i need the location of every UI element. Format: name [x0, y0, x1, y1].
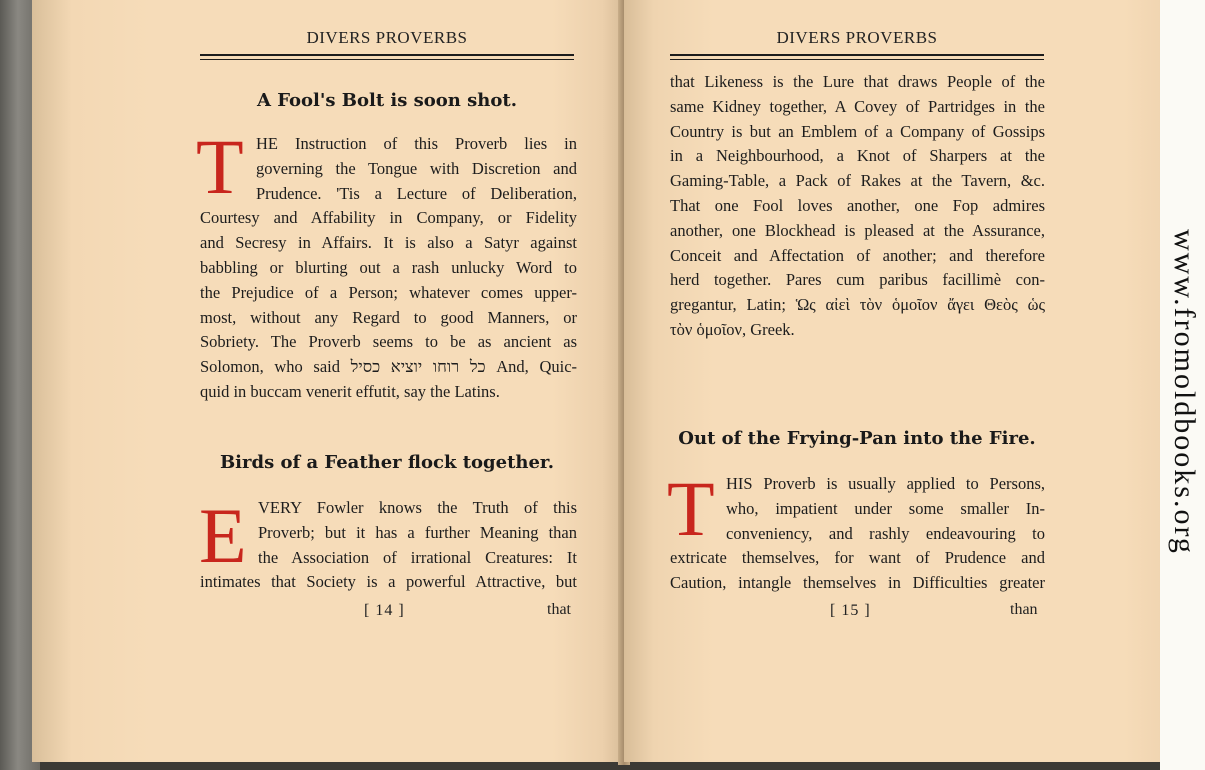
text-line: τὸν ὁμοῖον, Greek.: [670, 319, 795, 339]
right-running-header: DIVERS PROVERBS: [776, 28, 938, 47]
text-line: the Prejudice of a Person; whatever comes upper-: [200, 282, 577, 302]
section3-body: [670, 472, 1045, 596]
text-line: Solomon, who said כל רוחו יוציא כסיל And, Quic-: [200, 357, 578, 377]
section-title-fools-bolt: A Fool's Bolt is soon shot.: [257, 90, 517, 111]
text-line: herd together. Pares cum paribus facillimè con-: [670, 270, 1045, 290]
watermark-text: www.fromoldbooks.org: [1168, 229, 1201, 555]
left-header-rule-thin: [200, 59, 574, 60]
text-line: VERY Fowler knows the Truth of this: [258, 498, 577, 517]
page-number-right: [ 15 ]: [830, 602, 871, 619]
text-line: gregantur, Latin; Ὡς αἰεὶ τὸν ὁμοῖον ἄγει Θεὸς ὡς: [670, 295, 1045, 315]
text-line: governing the Tongue with Discretion and: [256, 158, 577, 178]
text-line: in a Neighbourhood, a Knot of Sharpers at the: [670, 146, 1045, 166]
text-line: Proverb; but it has a further Meaning than: [258, 522, 577, 542]
section-title-frying-pan: Out of the Frying-Pan into the Fire.: [678, 428, 1036, 449]
text-line: quid in buccam venerit effutit, say the Latins.: [200, 381, 500, 401]
watermark: [1166, 8, 1202, 768]
page-number-left: [ 14 ]: [364, 602, 405, 619]
text-line: the Association of irrational Creatures: It: [258, 547, 577, 567]
right-header-rule-thin: [670, 59, 1044, 60]
section2-body: [199, 492, 577, 595]
left-header-rule-thick: [200, 54, 574, 56]
dropcap-t-right: T: [667, 465, 715, 552]
text-line: HIS Proverb is usually applied to Persons,: [726, 474, 1045, 493]
section1-body: [200, 132, 577, 405]
text-line: HE Instruction of this Proverb lies in: [256, 134, 577, 153]
text-line: extricate themselves, for want of Prudence and: [670, 548, 1045, 568]
text-line: Conceit and Affectation of another; and therefore: [670, 245, 1045, 265]
text-line: That one Fool loves another, one Fop admires: [670, 195, 1045, 215]
right-header-rule-thick: [670, 54, 1044, 56]
text-line: conveniency, and rashly endeavouring to: [726, 523, 1045, 543]
catchword-left: that: [547, 601, 571, 618]
text-line: Sobriety. The Proverb seems to be as ancient as: [200, 332, 577, 352]
dropcap-t: T: [196, 123, 244, 210]
text-line: intimates that Society is a powerful Attractive, but: [200, 572, 577, 592]
text-line: most, without any Regard to good Manners, or: [200, 307, 577, 327]
text-line: another, one Blockhead is pleased at the Assurance,: [670, 220, 1045, 240]
text-line: Caution, intangle themselves in Difficulties greater: [670, 573, 1045, 593]
catchword-right: than: [1010, 601, 1038, 618]
text-line: who, impatient under some smaller In-: [726, 498, 1045, 518]
text-line: Gaming-Table, a Pack of Rakes at the Tavern, &c.: [670, 171, 1045, 191]
text-line: Prudence. 'Tis a Lecture of Deliberation,: [256, 183, 577, 203]
text-line: Country is but an Emblem of a Company of Gossips: [670, 121, 1045, 141]
left-running-header: DIVERS PROVERBS: [306, 28, 468, 47]
section-title-birds-feather: Birds of a Feather flock together.: [219, 452, 555, 473]
text-line: Courtesy and Affability in Company, or Fidelity: [200, 208, 577, 228]
text-line: babbling or blurting out a rash unlucky Word to: [200, 257, 577, 277]
continuation-body: [670, 70, 1045, 343]
dropcap-e: E: [199, 492, 247, 579]
text-line: and Secresy in Affairs. It is also a Satyr against: [200, 233, 577, 253]
text-line: that Likeness is the Lure that draws People of the: [670, 72, 1045, 91]
text-line: same Kidney together, A Covey of Partridges in the: [670, 96, 1045, 116]
